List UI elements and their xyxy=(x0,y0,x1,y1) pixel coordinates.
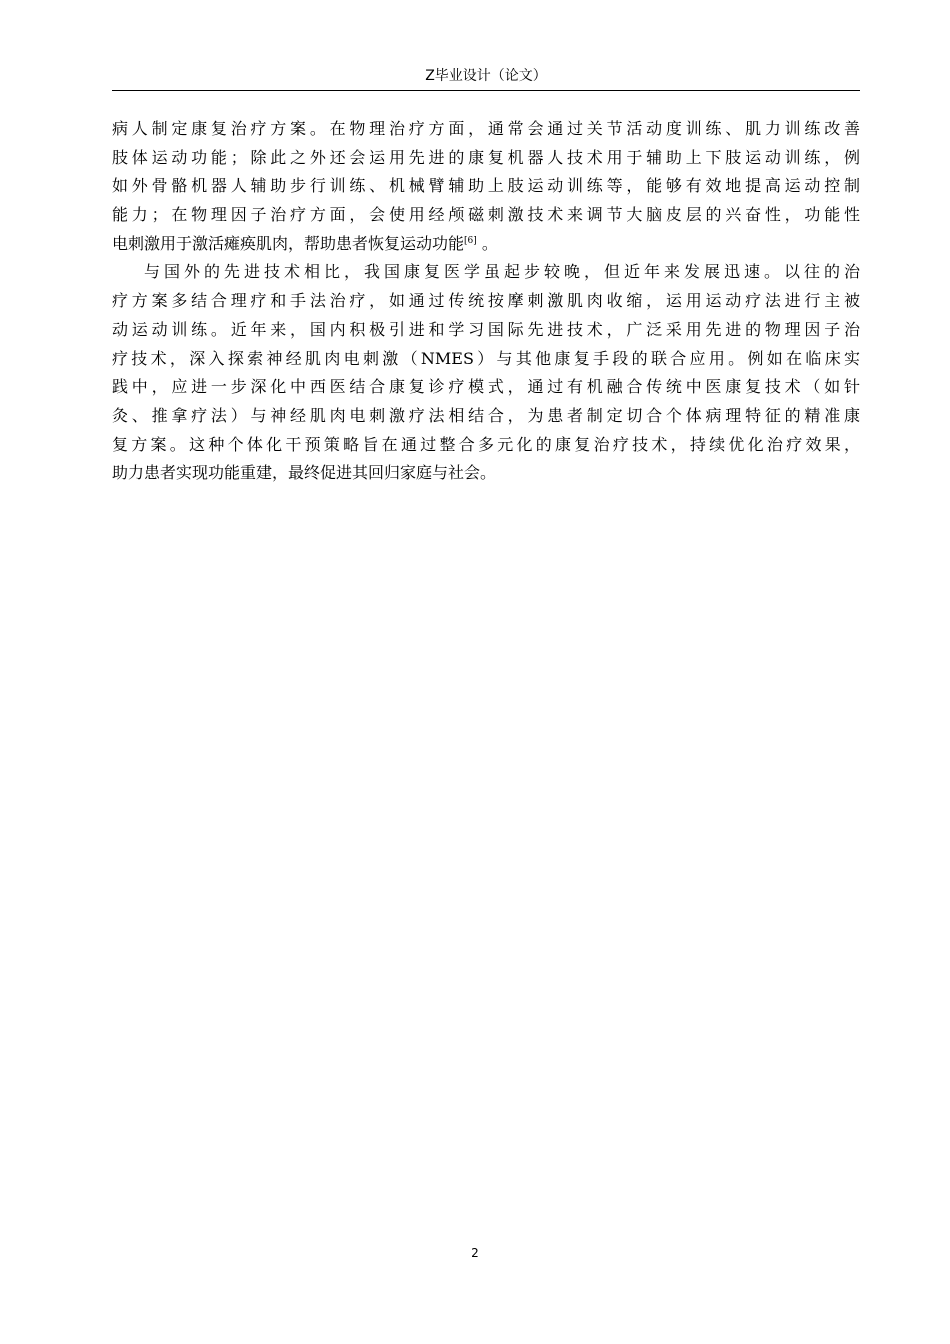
page-number: 2 xyxy=(471,1246,479,1260)
text-line: 践中，应进一步深化中西医结合康复诊疗模式，通过有机融合传统中医康复技术（如针 xyxy=(112,377,860,397)
text-line: 动运动训练。近年来，国内积极引进和学习国际先进技术，广泛采用先进的物理因子治 xyxy=(112,319,860,339)
body-text xyxy=(112,115,860,488)
text-line: 疗技术，深入探索神经肌肉电刺激（NMES）与其他康复手段的联合应用。例如在临床实 xyxy=(112,348,860,368)
paragraph-2 xyxy=(112,258,860,488)
text-line: 肢体运动功能；除此之外还会运用先进的康复机器人技术用于辅助上下肢运动训练，例 xyxy=(112,147,860,167)
page-header xyxy=(112,66,860,86)
text-line: 能力；在物理因子治疗方面，会使用经颅磁刺激技术来调节大脑皮层的兴奋性，功能性 xyxy=(112,205,860,225)
paragraph-1 xyxy=(112,115,860,258)
text-line: 复方案。这种个体化干预策略旨在通过整合多元化的康复治疗技术，持续优化治疗效果， xyxy=(112,434,860,454)
text-line: 灸、推拿疗法）与神经肌肉电刺激疗法相结合，为患者制定切合个体病理特征的精准康 xyxy=(112,405,860,425)
text-line: 如外骨骼机器人辅助步行训练、机械臂辅助上肢运动训练等，能够有效地提高运动控制 xyxy=(112,176,860,196)
header-title: Z毕业设计（论文） xyxy=(425,68,547,84)
sentence-end: 。 xyxy=(476,233,498,253)
citation-marker: [6] xyxy=(464,235,477,246)
text-line-first: 与国外的先进技术相比，我国康复医学虽起步较晚，但近年来发展迅速。以往的治 xyxy=(144,262,860,282)
header-rule xyxy=(112,90,860,91)
text-line-content: 电刺激用于激活瘫痪肌肉，帮助患者恢复运动功能 xyxy=(112,233,465,253)
text-line: 病人制定康复治疗方案。在物理治疗方面，通常会通过关节活动度训练、肌力训练改善 xyxy=(112,119,860,138)
text-line-last: 助力患者实现功能重建，最终促进其回归家庭与社会。 xyxy=(112,463,497,483)
text-line-last xyxy=(112,230,860,259)
text-line: 疗方案多结合理疗和手法治疗，如通过传统按摩刺激肌肉收缩，运用运动疗法进行主被 xyxy=(112,291,860,311)
